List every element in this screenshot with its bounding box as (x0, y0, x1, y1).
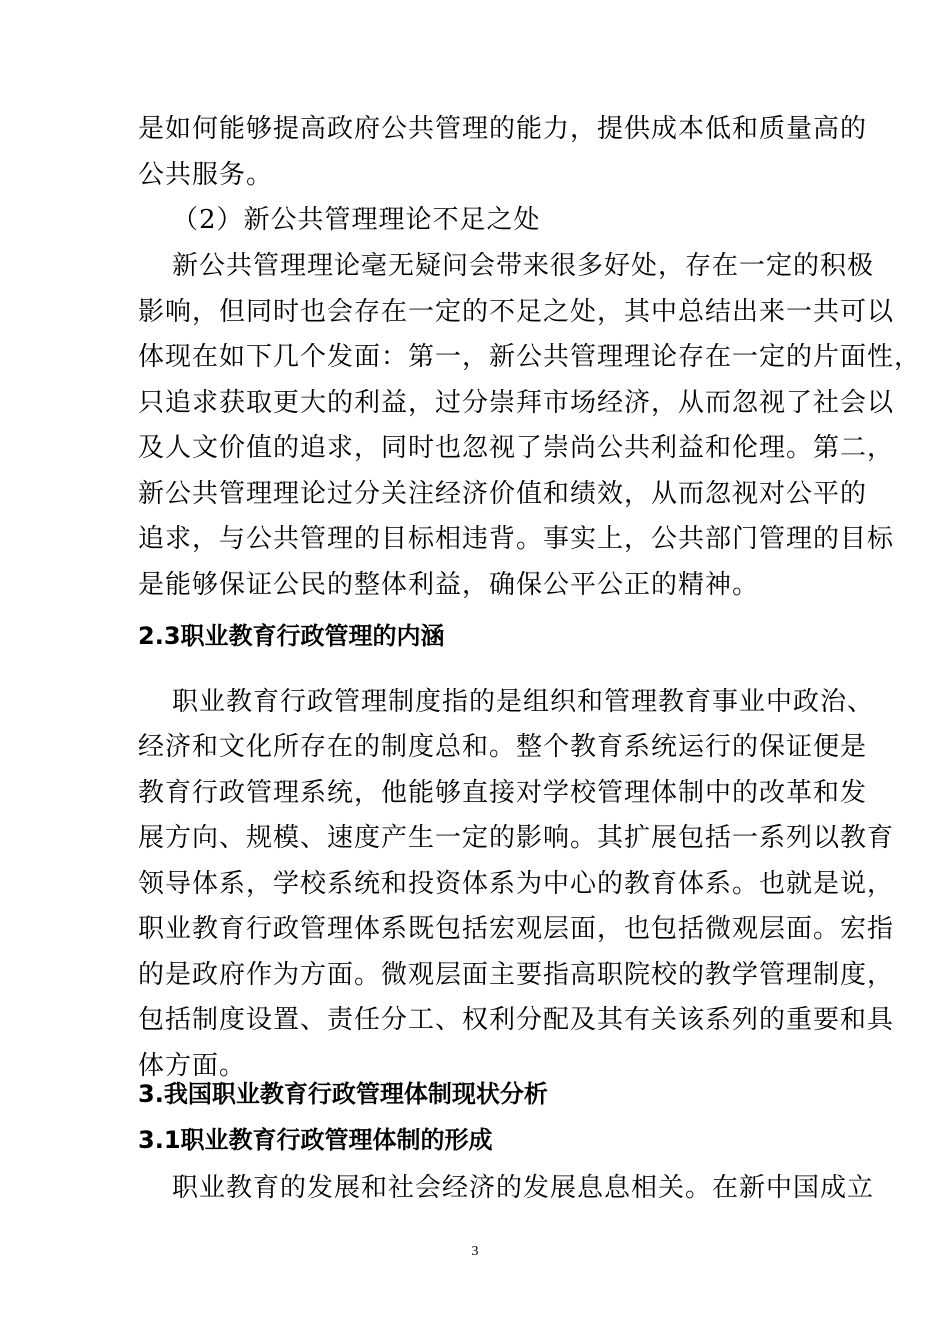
paragraph-line: 及人文价值的追求，同时也忽视了崇尚公共利益和伦理。第二， (138, 433, 895, 463)
section-heading-3-1: 3.1职业教育行政管理体制的形成 (138, 1126, 493, 1154)
paragraph-line: 是如何能够提高政府公共管理的能力，提供成本低和质量高的 (138, 114, 868, 144)
subheading: （2）新公共管理理论不足之处 (172, 205, 541, 235)
paragraph-line: 的是政府作为方面。微观层面主要指高职院校的教学管理制度， (138, 960, 895, 990)
section-heading-3: 3.我国职业教育行政管理体制现状分析 (138, 1080, 548, 1108)
paragraph-line: 包括制度设置、责任分工、权利分配及其有关该系列的重要和具 (138, 1005, 895, 1035)
paragraph-line: 教育行政管理系统，他能够直接对学校管理体制中的改革和发 (138, 778, 868, 808)
paragraph-line: 职业教育行政管理体系既包括宏观层面，也包括微观层面。宏指 (138, 914, 895, 944)
paragraph-line: 新公共管理理论过分关注经济价值和绩效，从而忽视对公平的 (138, 479, 868, 509)
paragraph-line: 职业教育行政管理制度指的是组织和管理教育事业中政治、 (172, 687, 875, 717)
paragraph-line: 展方向、规模、速度产生一定的影响。其扩展包括一系列以教育 (138, 823, 895, 853)
paragraph-line: 影响，但同时也会存在一定的不足之处，其中总结出来一共可以 (138, 297, 895, 327)
paragraph-line: 领导体系，学校系统和投资体系为中心的教育体系。也就是说， (138, 869, 895, 899)
paragraph-line: 只追求获取更大的利益，过分崇拜市场经济，从而忽视了社会以 (138, 388, 895, 418)
paragraph-line: 是能够保证公民的整体利益，确保公平公正的精神。 (138, 570, 760, 600)
paragraph-line: 体方面。 (138, 1051, 247, 1081)
paragraph-line: 追求，与公共管理的目标相违背。事实上，公共部门管理的目标 (138, 524, 895, 554)
paragraph-line: 经济和文化所存在的制度总和。整个教育系统运行的保证便是 (138, 732, 868, 762)
paragraph-line: 体现在如下几个发面：第一，新公共管理理论存在一定的片面性， (138, 342, 922, 372)
paragraph-line: 新公共管理理论毫无疑问会带来很多好处，存在一定的积极 (172, 251, 875, 281)
paragraph-line: 公共服务。 (138, 160, 274, 190)
page-number: 3 (471, 1244, 479, 1259)
section-heading-2-3: 2.3职业教育行政管理的内涵 (138, 622, 445, 650)
paragraph-line: 职业教育的发展和社会经济的发展息息相关。在新中国成立 (172, 1173, 875, 1203)
